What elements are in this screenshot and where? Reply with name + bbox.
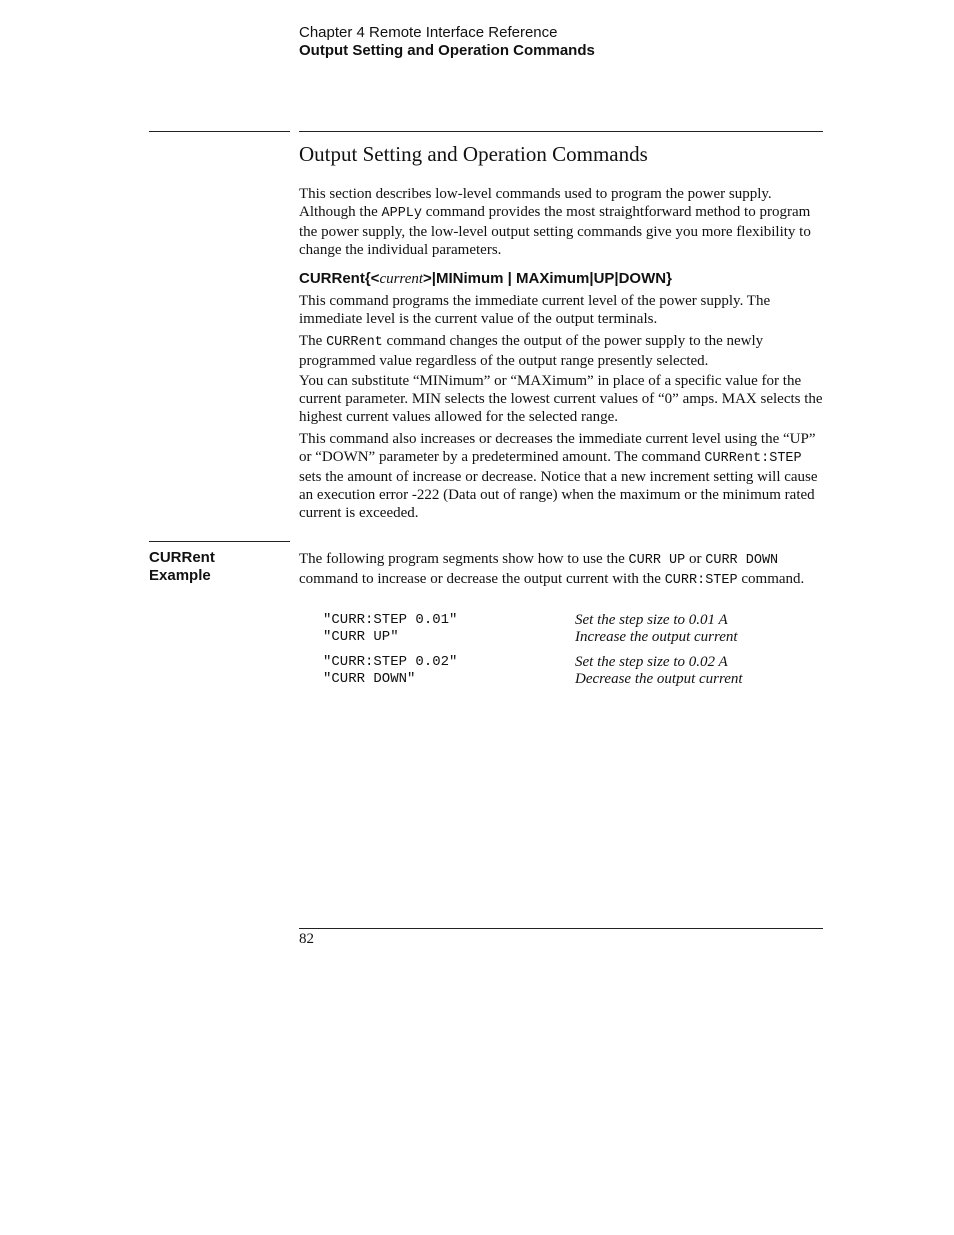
p4-text-2: sets the amount of increase or decrease. Notice that a new increment setting will cause an execution error -222 (Data out of range) when the maximum or the minimum rated current is exceeded.	[299, 469, 818, 521]
command-heading	[299, 270, 672, 288]
example-intro-text-2: or	[685, 551, 706, 567]
paragraph-min-max: You can substitute “MINimum” or “MAXimum” in place of a specific value for the current parameter. MIN selects the lowest current values of “0” amps. MAX selects the highest current values allowed for the selected range.	[299, 373, 823, 425]
command-param: current	[379, 271, 424, 287]
intro-paragraph	[299, 185, 825, 259]
running-header-chapter: Chapter 4 Remote Interface Reference	[299, 24, 558, 41]
p4-text-1: This command also increases or decreases the immediate current level using the “UP” or “DOWN” parameter by a predetermined amount. The command	[299, 431, 816, 465]
intro-code-apply: APPLy	[381, 206, 423, 221]
code-line: "CURR:STEP 0.02"	[323, 654, 458, 670]
command-name: CURRent{<	[299, 270, 380, 287]
p2-code-current: CURRent	[326, 335, 383, 350]
example-intro-text-3: command to increase or decrease the output current with the	[299, 571, 665, 587]
example-code-curr-step: CURR:STEP	[664, 573, 738, 588]
code-comment: Increase the output current	[575, 629, 738, 645]
running-header-section: Output Setting and Operation Commands	[299, 42, 595, 59]
code-line: "CURR:STEP 0.01"	[323, 612, 458, 628]
example-side-label-2: Example	[149, 567, 211, 584]
section-title: Output Setting and Operation Commands	[299, 142, 648, 166]
p2-text-2: command changes the output of the power supply to the newly programmed value regardless of the output range presently selected.	[299, 333, 764, 369]
code-comment: Decrease the output current	[575, 671, 743, 687]
footer-rule	[299, 928, 823, 929]
example-intro-paragraph	[299, 550, 825, 590]
page-number: 82	[299, 931, 314, 947]
example-code-curr-up: CURR UP	[628, 553, 686, 568]
command-options: >|MINimum | MAXimum|UP|DOWN}	[423, 270, 672, 287]
example-intro-text-4: command.	[737, 571, 805, 587]
example-side-label-1: CURRent	[149, 549, 215, 566]
p4-code-curr-step: CURRent:STEP	[704, 451, 802, 466]
paragraph-immediate-level: This command programs the immediate current level of the power supply. The immediate level is the current value of the output terminals.	[299, 293, 771, 327]
intro-text-2: command provides the most straightforward method to program the power supply, the low-level output setting commands give you more flexibility to change the individual parameters.	[299, 204, 811, 258]
section-top-rule	[299, 131, 823, 132]
paragraph-current-command	[299, 332, 825, 370]
code-line: "CURR UP"	[323, 629, 399, 645]
example-code-curr-down: CURR DOWN	[705, 553, 779, 568]
code-line: "CURR DOWN"	[323, 671, 416, 687]
p2-text-1: The	[299, 333, 327, 349]
left-column-rule	[149, 131, 290, 132]
code-comment: Set the step size to 0.02 A	[575, 654, 728, 670]
paragraph-up-down	[299, 430, 825, 522]
example-side-heading	[149, 549, 215, 585]
example-side-rule	[149, 541, 290, 542]
code-comment: Set the step size to 0.01 A	[575, 612, 728, 628]
example-intro-text-1: The following program segments show how to use the	[299, 551, 629, 567]
intro-text-1: This section describes low-level commands used to program the power supply. Although the	[299, 186, 772, 220]
